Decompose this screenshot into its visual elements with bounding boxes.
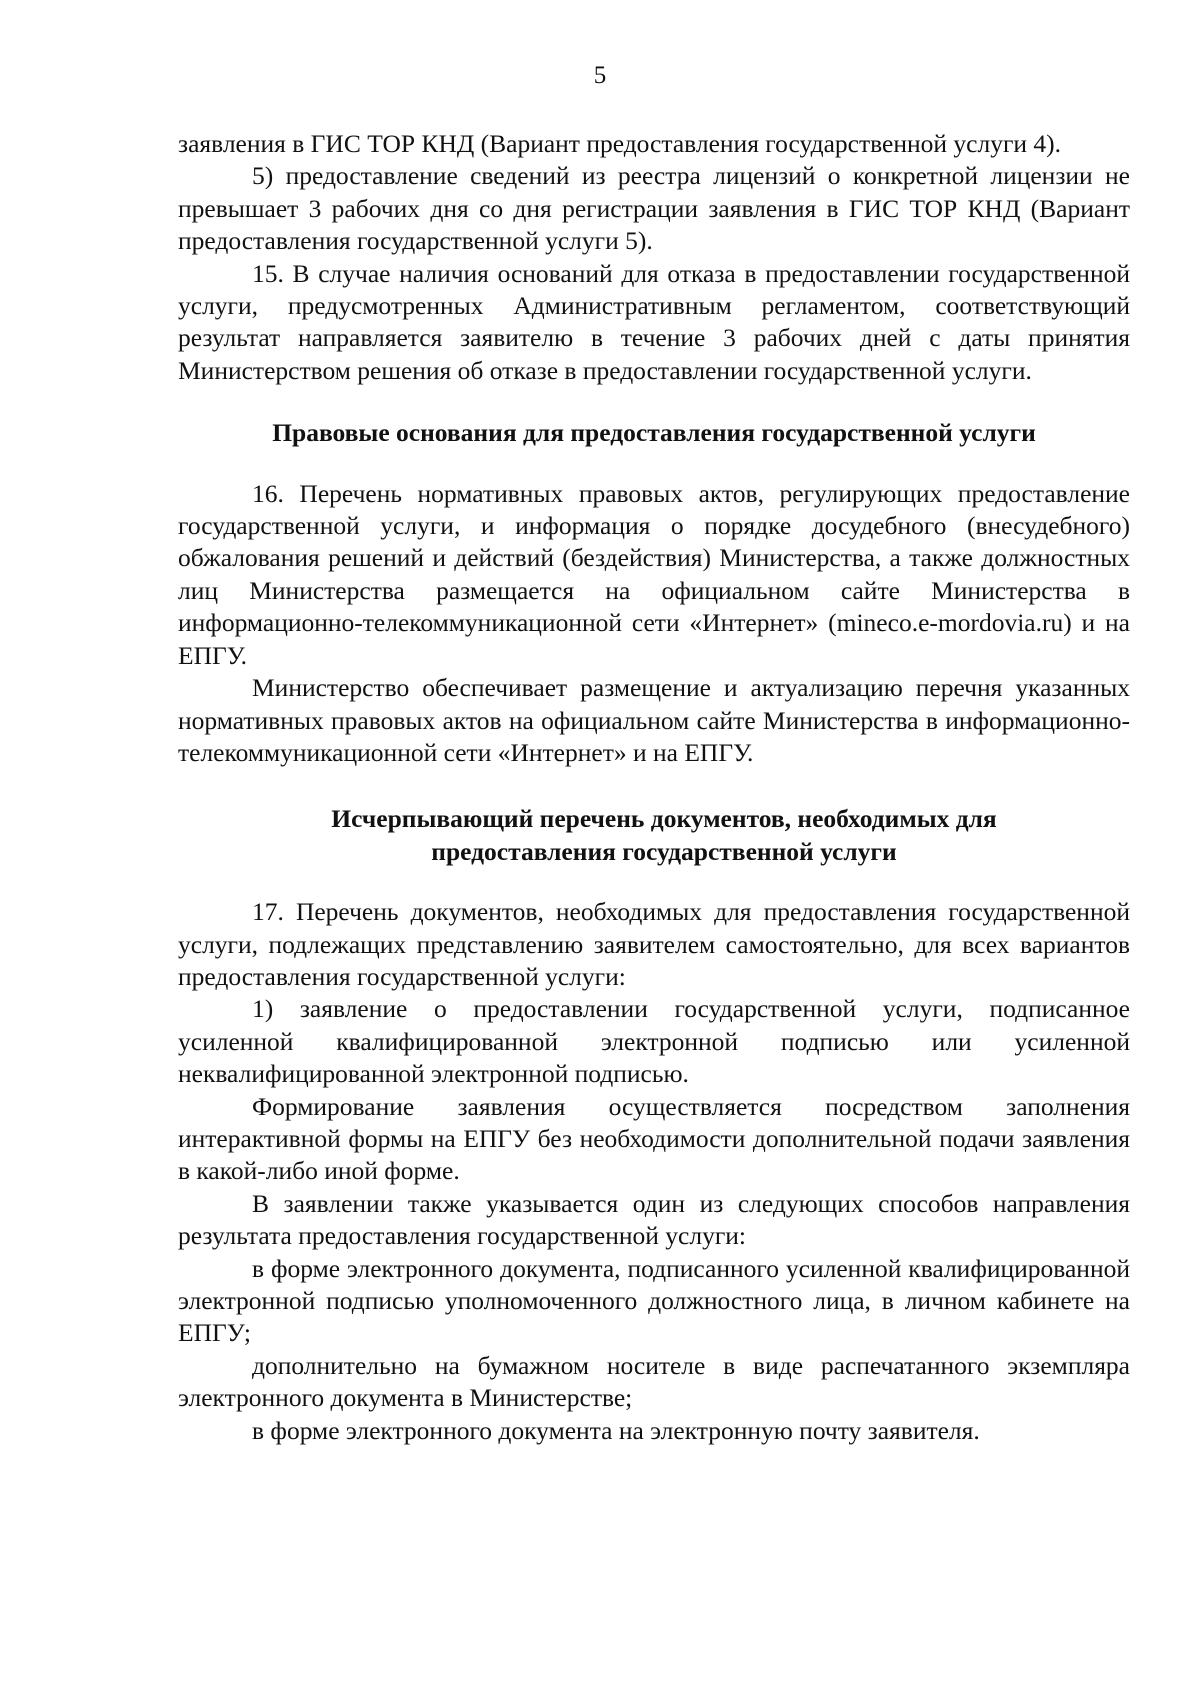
page-number: 5 [593,62,607,89]
paragraph: 1) заявление о предоставлении государственной услуги, подписанное усиленной квалифицированной электронной подписью или усиленной неквалифицированной электронной подписью. [178,994,1130,1089]
paragraph: 15. В случае наличия оснований для отказа в предоставлении государственной услуги, предусмотренных Административным регламентом, соответствующий результат направляется заявителю в течение 3 рабочих дней с даты принятия Министерством решения об отказе в предоставлении государственной услуги. [178,258,1130,385]
paragraph: в форме электронного документа, подписанного усиленной квалифицированной электронной подписью уполномоченного должностного лица, в личном кабинете на ЕПГУ; [178,1253,1130,1348]
document-body [178,128,1130,1447]
paragraph: 5) предоставление сведений из реестра лицензий о конкретной лицензии не превышает 3 рабочих дня со дня регистрации заявления в ГИС ТОР КНД (Вариант предоставления государственной услуги 5). [178,161,1130,256]
paragraph: 16. Перечень нормативных правовых актов, регулирующих предоставление государственной услуги, и информация о порядке досудебного (внесудебного) обжалования решений и действий (бездействия) Министерства, а также должностных лиц Министерства размещается на официальном сайте Министерства в информационно-телекоммуникационной сети «Интернет» (mineco.e-mordovia.ru) и на ЕПГУ. [178,478,1130,670]
section-heading: Правовые основания для предоставления государственной услуги [272,418,1036,448]
paragraph: дополнительно на бумажном носителе в виде распечатанного экземпляра электронного документа в Министерстве; [178,1350,1130,1413]
paragraph: в форме электронного документа на электронную почту заявителя. [252,1415,980,1445]
paragraph: Министерство обеспечивает размещение и актуализацию перечня указанных нормативных правовых актов на официальном сайте Министерства в информационно-телекоммуникационной сети «Интернет» и на ЕПГУ. [178,673,1130,767]
paragraph: В заявлении также указывается один из следующих способов направления результата предоставления государственной услуги: [178,1188,1130,1251]
paragraph: 17. Перечень документов, необходимых для предоставления государственной услуги, подлежащих представлению заявителем самостоятельно, для всех вариантов предоставления государственной услуги: [178,897,1130,991]
paragraph: Формирование заявления осуществляется посредством заполнения интерактивной формы на ЕПГУ без необходимости дополнительной подачи заявления в какой-либо иной форме. [178,1091,1130,1186]
paragraph: заявления в ГИС ТОР КНД (Вариант предоставления государственной услуги 4). [178,129,1062,158]
section-heading: Исчерпывающий перечень документов, необходимых для предоставления государственной услуги [331,804,997,866]
